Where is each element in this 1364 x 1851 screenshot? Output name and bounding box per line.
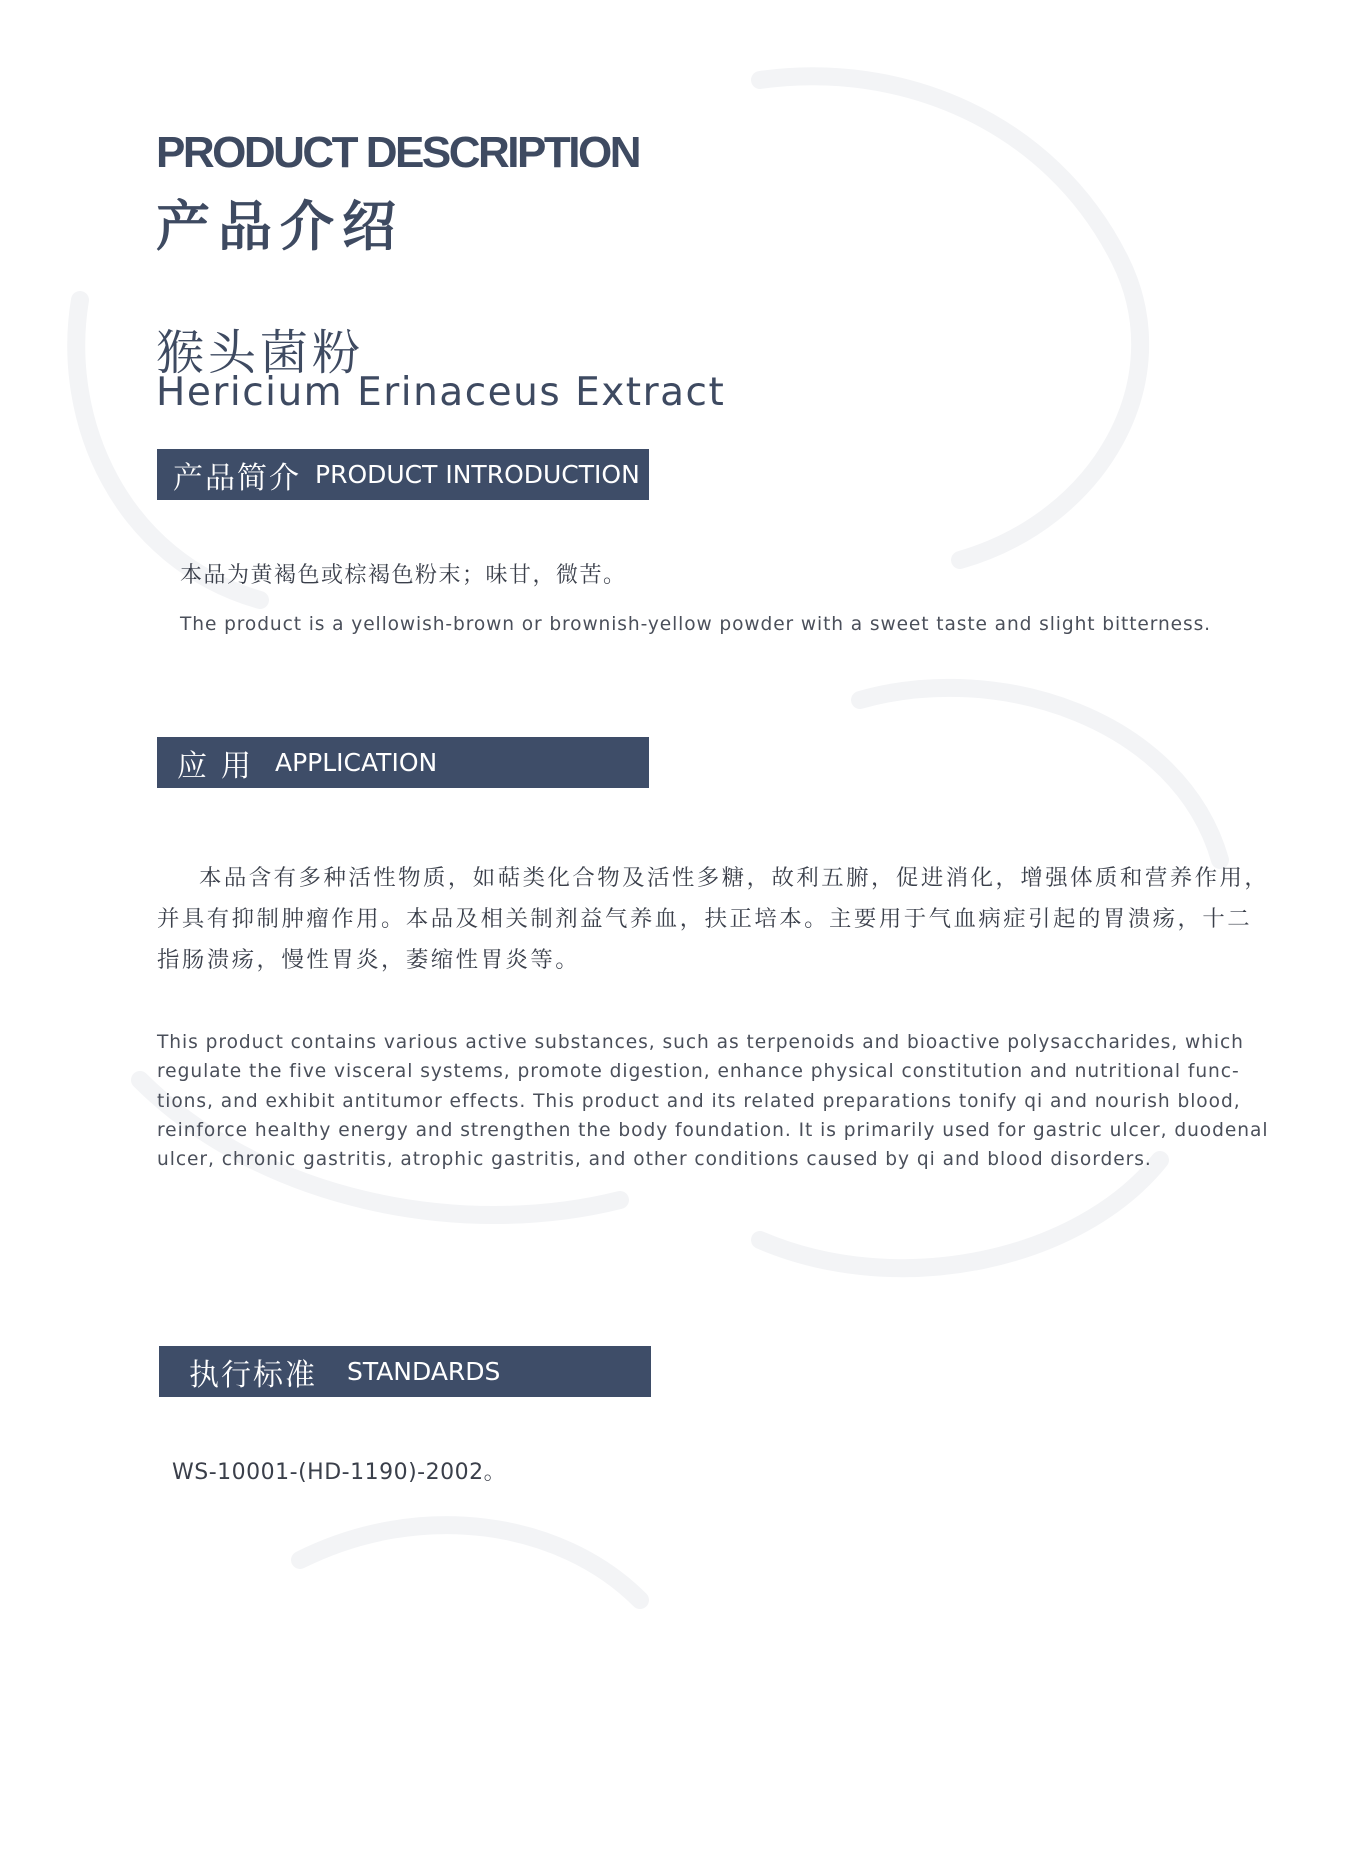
paragraph-line: ulcer, chronic gastritis, atrophic gastritis, and other conditions caused by qi and blood disorders.	[157, 1149, 1152, 1171]
paragraph-line: 本品含有多种活性物质，如萜类化合物及活性多糖，故利五腑，促进消化，增强体质和营养作用，	[199, 865, 1270, 891]
section-label-cn: 应用	[177, 748, 265, 784]
paragraph-line: 并具有抑制肿瘤作用。本品及相关制剂益气养血，扶正培本。主要用于气血病症引起的胃溃疡，十二	[157, 906, 1253, 932]
introduction-text-cn: 本品为黄褐色或棕褐色粉末；味甘，微苦。	[180, 563, 627, 588]
section-header-introduction	[157, 449, 649, 500]
section-label-en: PRODUCT INTRODUCTION	[315, 460, 640, 489]
paragraph-line: reinforce healthy energy and strengthen the body foundation. It is primarily used for gastric ulcer, duodenal	[157, 1119, 1269, 1141]
section-label-en: STANDARDS	[347, 1357, 501, 1386]
application-text-en	[157, 1028, 1269, 1174]
section-label-cn: 产品简介	[173, 460, 301, 496]
section-header-standards	[159, 1346, 651, 1397]
section-label-en: APPLICATION	[275, 748, 438, 777]
page-title-cn: 产品介绍	[156, 195, 404, 258]
page-title-en: PRODUCT DESCRIPTION	[156, 128, 639, 177]
product-name-cn: 猴头菌粉	[156, 325, 365, 381]
paragraph-line: tions, and exhibit antitumor effects. This product and its related preparations tonify qi and nourish blood,	[157, 1090, 1241, 1112]
paragraph-line: regulate the five visceral systems, promote digestion, enhance physical constitution and nutritional func-	[157, 1061, 1240, 1083]
section-header-application	[157, 737, 649, 788]
product-name-en: Hericium Erinaceus Extract	[156, 370, 726, 415]
section-label-cn: 执行标准	[189, 1357, 317, 1393]
paragraph-line: 指肠溃疡，慢性胃炎，萎缩性胃炎等。	[157, 947, 581, 973]
introduction-text-en: The product is a yellowish-brown or brownish-yellow powder with a sweet taste and slight bitterness.	[180, 614, 1211, 635]
paragraph-line: This product contains various active substances, such as terpenoids and bioactive polysaccharides, which	[157, 1032, 1244, 1053]
application-text-cn	[157, 858, 1270, 981]
standard-code: WS-10001-(HD-1190)-2002。	[172, 1460, 507, 1485]
